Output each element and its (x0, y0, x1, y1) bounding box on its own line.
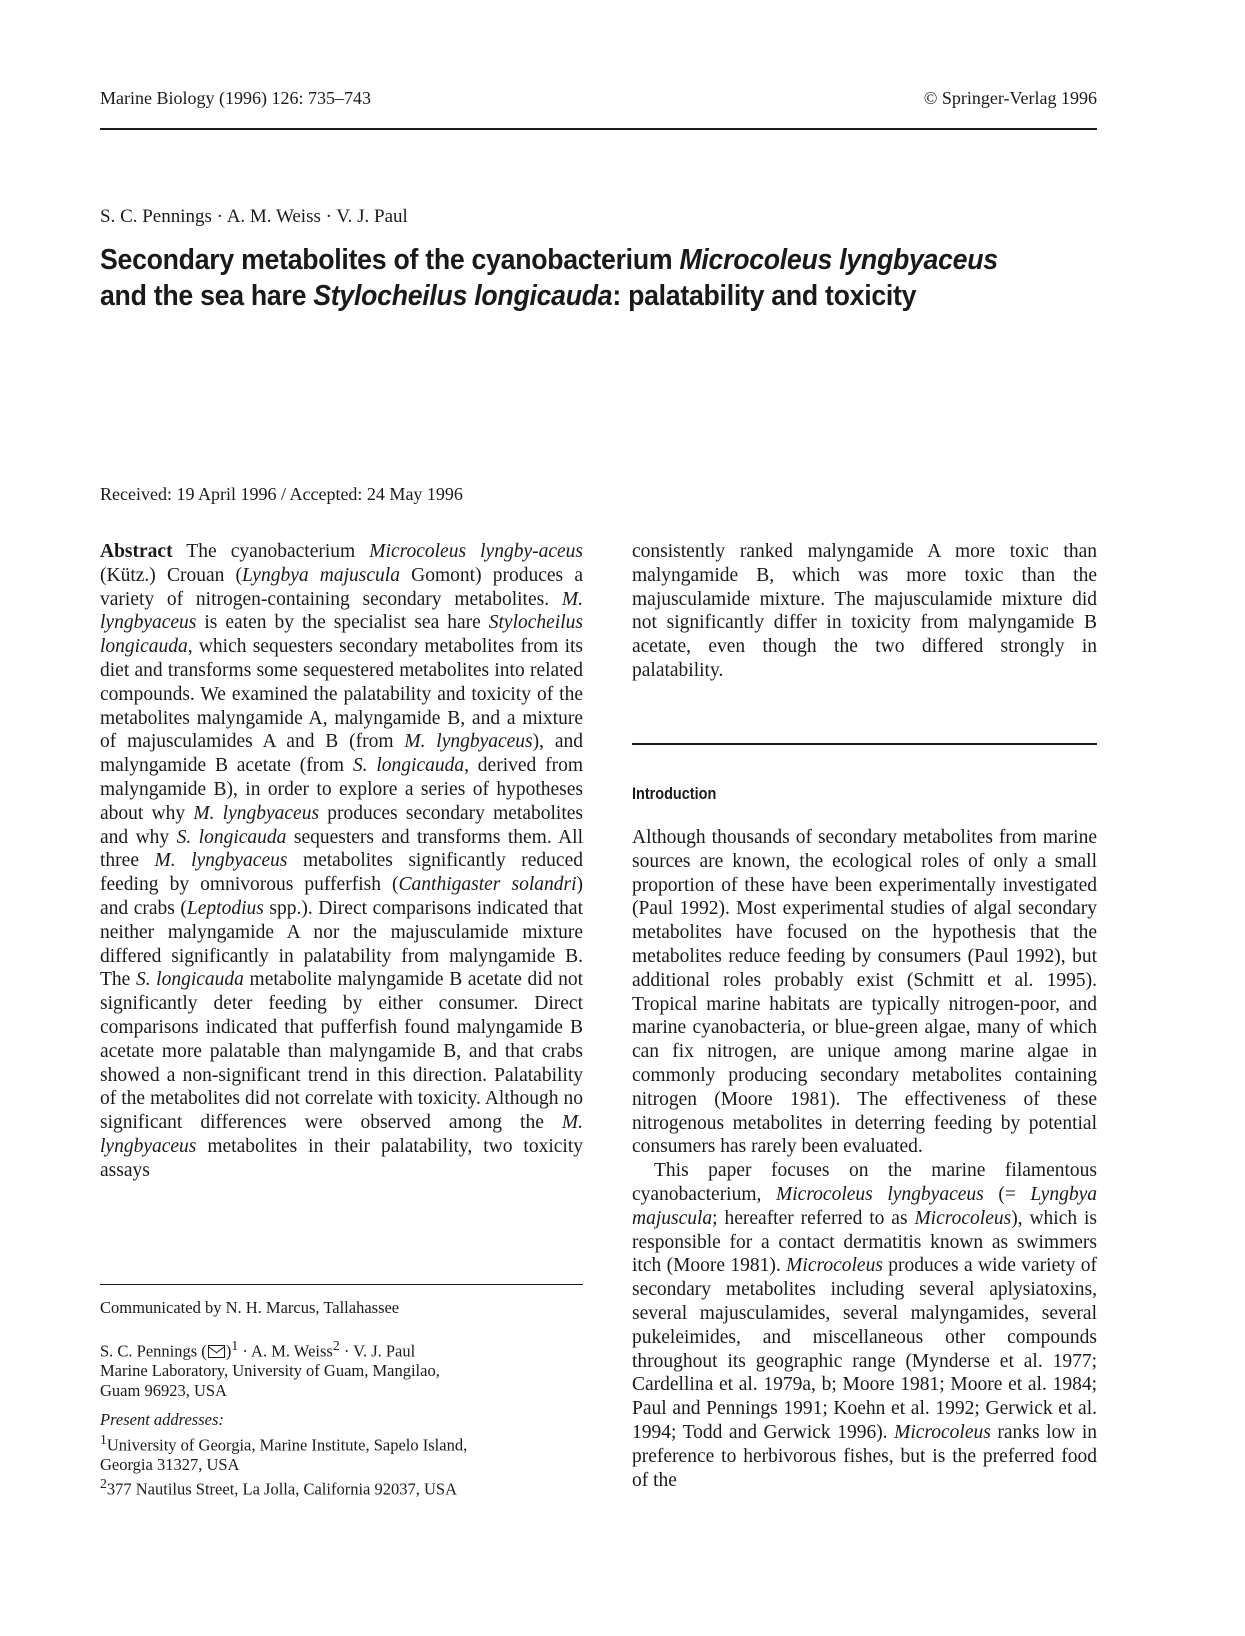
introduction-paragraph-1: Although thousands of secondary metabolites from marine sources are known, the ecological roles of only a small proportion of these have been experimentally investigated (Paul 1992). Most experimental studies of algal secondary metabolites have focused on the hypothesis that the metabolites reduce feeding by consumers (Paul 1992), but additional roles probably exist (Schmitt et al. 1995). Tropical marine habitats are typically nitrogen-poor, and marine cyanobacteria, or blue-green algae, many of which can fix nitrogen, are unique among marine algae in commonly producing secondary metabolites containing nitrogen (Moore 1981). The effectiveness of these nitrogenous metabolites in deterring feeding by potential consumers has rarely been evaluated. (632, 827, 1097, 1158)
paper-title (100, 242, 1061, 314)
abstract-text: Abstract The cyanobacterium Microcoleus lyngby-aceus (Kütz.) Crouan (Lyngbya majuscula Gomont) produces a variety of nitrogen-containing secondary metabolites. M. lyngbyaceus is eaten by the specialist sea hare Stylocheilus longicauda, which sequesters secondary metabolites from its diet and transforms some sequestered metabolites into related compounds. We examined the palatability and toxicity of the metabolites malyngamide A, malyngamide B, and a mixture of majusculamides A and B (from M. lyngbyaceus), and malyngamide B acetate (from S. longicauda, derived from malyngamide B), in order to explore a series of hypotheses about why M. lyngbyaceus produces secondary metabolites and why S. longicauda sequesters and transforms them. All three M. lyngbyaceus metabolites significantly reduced feeding by omnivorous pufferfish (Canthigaster solandri) and crabs (Leptodius spp.). Direct comparisons indicated that neither malyngamide A nor the majusculamide mixture differed significantly in palatability from malyngamide B. The S. longicauda metabolite malyngamide B acetate did not significantly deter feeding by either consumer. Direct comparisons indicated that pufferfish found malyngamide B acetate more palatable than malyngamide B, and that crabs showed a non-significant trend in this direction. Palatability of the metabolites did not correlate with toxicity. Although no significant differences were observed among the M. lyngbyaceus metabolites in their palatability, two toxicity assays (100, 541, 584, 1181)
communicated-by: Communicated by N. H. Marcus, Tallahassee (100, 1298, 400, 1317)
received-accepted-dates: Received: 19 April 1996 / Accepted: 24 May 1996 (100, 484, 463, 504)
footnote-rule (100, 1284, 583, 1285)
abstract-continuation: consistently ranked malyngamide A more toxic than malyngamide B, which was more toxic than the majusculamide mixture. The majusculamide mixture did not significantly differ in toxicity from malyngamide B acetate, even though the two differed strongly in palatability. (632, 541, 1097, 681)
author-affiliation: S. C. Pennings ( )$^1$ · A. M. Weiss$^2$ · V. J. Paul Marine Laboratory, University of Guam, Mangilao, Guam 96923, USA (100, 1338, 440, 1400)
introduction-rule (632, 743, 1097, 745)
title-line-1: Secondary metabolites of the cyanobacterium Microcoleus lyngbyaceus (100, 244, 998, 276)
journal-citation: Marine Biology (1996) 126: 735–743 (100, 88, 371, 108)
introduction-heading: Introduction (632, 784, 717, 803)
header-rule (100, 128, 1097, 130)
abstract-label: Abstract (100, 541, 173, 562)
present-addresses: Present addresses: $^1$University of Georgia, Marine Institute, Sapelo Island, Georgia 31327, USA $^2$377 Nautilus Street, La Jolla, California 92037, USA (100, 1410, 468, 1499)
title-line-2: and the sea hare Stylocheilus longicauda: palatability and toxicity (100, 280, 917, 312)
introduction-text (632, 826, 1097, 1492)
copyright-notice: © Springer-Verlag 1996 (923, 88, 1097, 108)
author-list: S. C. Pennings · A. M. Weiss · V. J. Paul (100, 206, 408, 227)
introduction-paragraph-2: This paper focuses on the marine filamentous cyanobacterium, Microcoleus lyngbyaceus (= Lyngbya majuscula; hereafter referred to as Microcoleus), which is responsible for a contact dermatitis known as swimmers itch (Moore 1981). Microcoleus produces a wide variety of secondary metabolites including several aplysiatoxins, several majusculamides, several malyngamides, several pukeleimides, and miscellaneous other compounds throughout its geographic range (Mynderse et al. 1977; Cardellina et al. 1979a, b; Moore 1981; Moore et al. 1984; Paul and Pennings 1991; Koehn et al. 1992; Gerwick et al. 1994; Todd and Gerwick 1996). Microcoleus ranks low in preference to herbivorous fishes, but is the preferred food of the (632, 1160, 1098, 1491)
envelope-icon (208, 1345, 225, 1358)
